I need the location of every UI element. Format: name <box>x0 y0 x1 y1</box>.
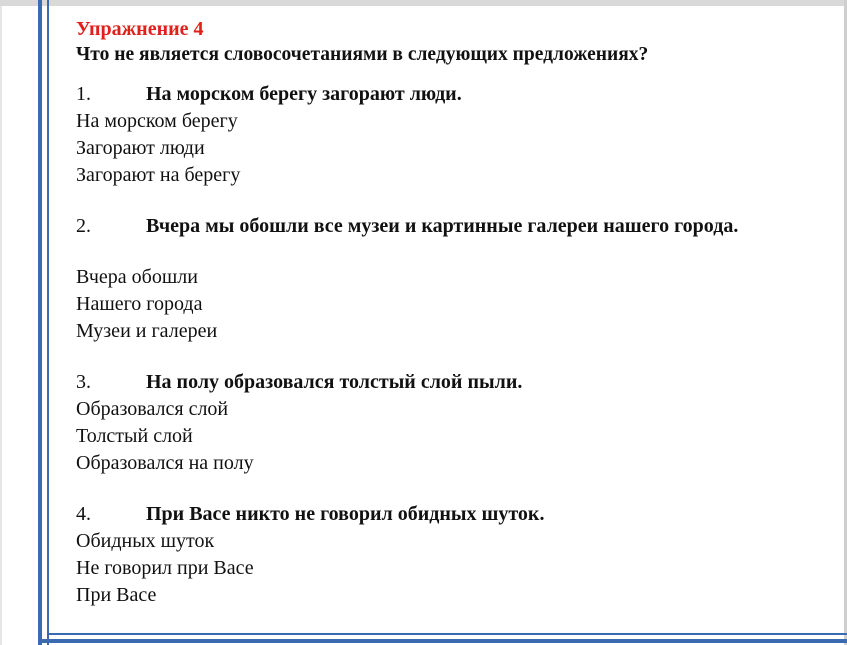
exercise-title: Упражнение 4 <box>76 18 204 40</box>
phrase-option: Музеи и галереи <box>76 320 218 342</box>
phrase-option: Вчера обошли <box>76 266 198 288</box>
item-number: 1. <box>76 83 91 105</box>
border-left-inner <box>47 0 49 645</box>
phrase-option: Загорают на берегу <box>76 164 241 186</box>
document-content <box>76 16 836 609</box>
item-heading <box>76 80 836 108</box>
exercise-item-4 <box>76 500 836 609</box>
item-number: 2. <box>76 215 91 237</box>
phrase-option: При Васе <box>76 584 157 606</box>
phrase-option: Нашего города <box>76 293 203 315</box>
item-sentence: На полу образовался толстый слой пыли. <box>146 371 523 393</box>
border-left-outer <box>38 0 42 645</box>
phrase-option: Образовался слой <box>76 398 229 420</box>
page-top-edge <box>0 0 847 6</box>
item-heading <box>76 500 836 528</box>
item-sentence: Вчера мы обошли все музеи и картинные галереи нашего города. <box>146 215 739 237</box>
item-number: 4. <box>76 503 91 525</box>
exercise-item-2 <box>76 212 836 345</box>
exercise-item-1 <box>76 80 836 189</box>
border-bottom-outer <box>38 639 847 643</box>
item-sentence: При Васе никто не говорил обидных шуток. <box>146 503 545 525</box>
item-sentence: На морском берегу загорают люди. <box>146 83 462 105</box>
phrase-option: Толстый слой <box>76 425 193 447</box>
phrase-option: Загорают люди <box>76 137 205 159</box>
phrase-option: Не говорил при Васе <box>76 557 254 579</box>
exercise-item-3 <box>76 368 836 477</box>
page-edge-left <box>0 0 2 645</box>
item-heading <box>76 212 836 240</box>
item-number: 3. <box>76 371 91 393</box>
item-heading <box>76 368 836 396</box>
phrase-option: Обидных шуток <box>76 530 215 552</box>
exercise-question: Что не является словосочетаниями в следующих предложениях? <box>76 44 649 65</box>
phrase-option: На морском берегу <box>76 110 238 132</box>
border-bottom-inner <box>47 633 847 635</box>
phrase-option: Образовался на полу <box>76 452 254 474</box>
